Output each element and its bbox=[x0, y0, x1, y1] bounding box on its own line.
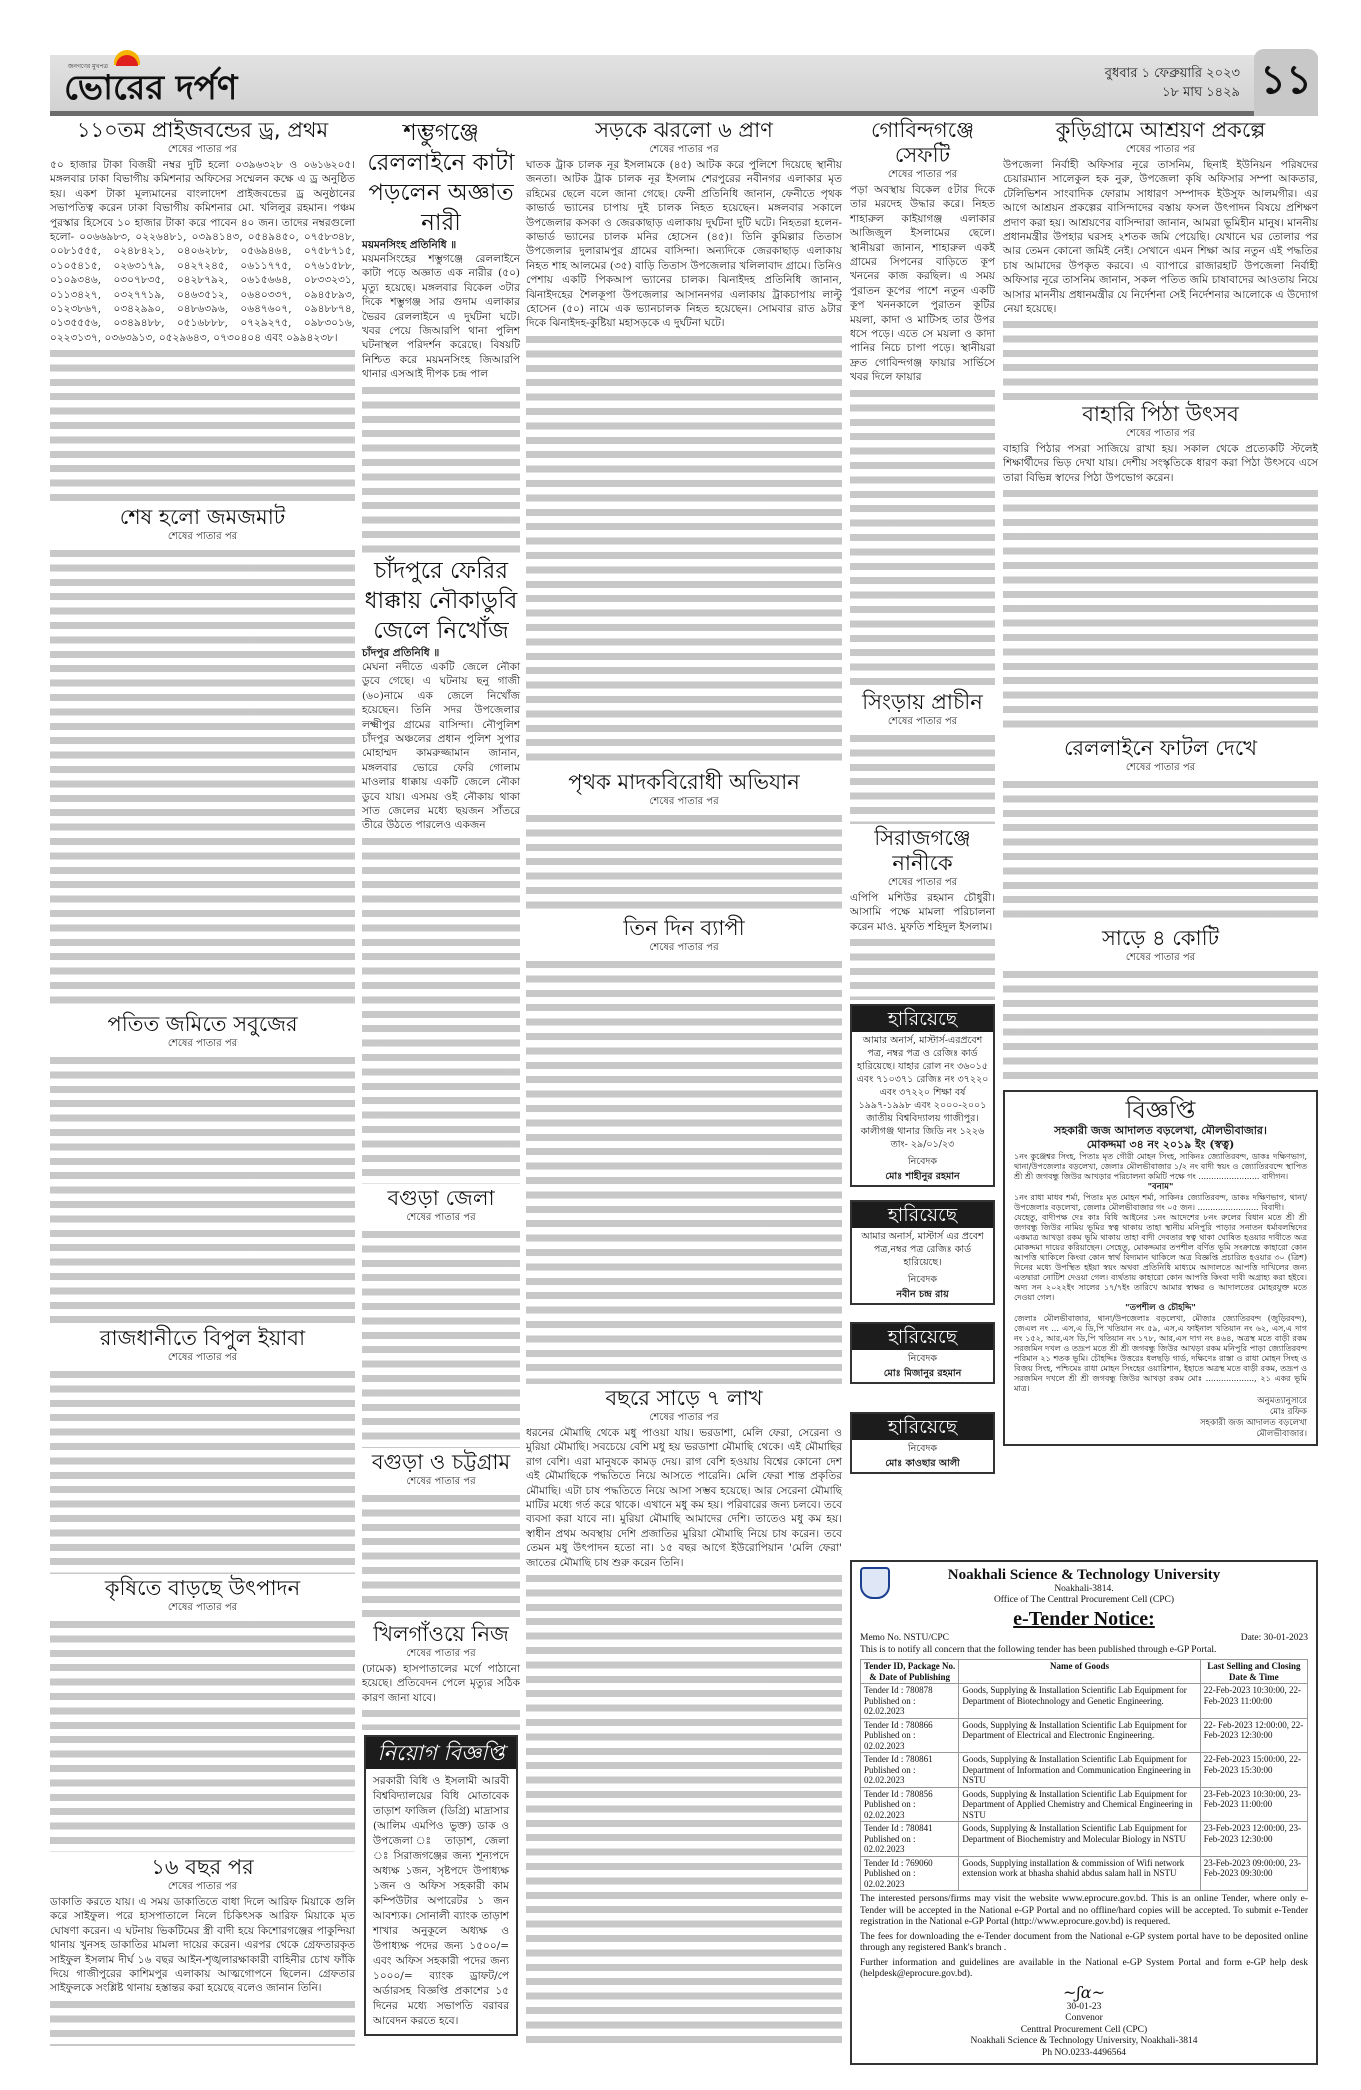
published-date: Published on : 02.02.2023 bbox=[864, 1764, 916, 1785]
page-number: ১১ bbox=[1254, 49, 1318, 116]
continued-from-label: শেষের পাতার পর bbox=[167, 1602, 238, 1613]
article bbox=[362, 1450, 520, 1620]
article bbox=[362, 118, 520, 554]
notice-schedule: জেলাঃ মৌলভীবাজার, থানা/উপজেলাঃ বড়লেখা, মৌজাঃ জ্যোতিরবন্দ (জুড়িরবন্দ), জেএল নং ... এস,এ ডি,পি খতিয়ান নং ৫৯, এস,এ ফাইনাল খতিয়ান নং ৬২, এস,এ দাগ নং ১৫২, আর,এস ডি,পি খতিয়ান নং ১৭৮, আর,এস দাগ নং ৪৬৪, অত্রস্থ মতে বাড়ী রকম সরজমিন দখল ও তদ্রূপ মতে শ্রী শ্রী জগবন্ধু জিউর আখড়া রকম মনিপুরি পাড়া জ্যোতিরবন্দ পরিমান ২১ শতক ভূমি। চৌহদ্দিঃ উত্তরেঃ ধলছড়ি গার্ড, দক্ষিণেঃ রাস্তা ও রাধা মোহন সিংহ ও বিজয় সিংহ, পশ্চিমেঃ রাধা মোহন সিংহের ওয়ারিশান, ইহাতে অত্রস্থ মতে বাড়ী রকম, তদ্রূপ ও সরজমিন দখলে শ্রী শ্রী জগবন্ধু জিউর আখড়া রকম মোঃ ..................., ২১ একর ভূমি মাত্র। bbox=[1014, 1314, 1307, 1393]
continued-from-label: শেষের পাতার পর bbox=[167, 1038, 238, 1049]
article bbox=[1003, 736, 1318, 924]
recruitment-notice bbox=[364, 1735, 518, 2036]
article-body: ঘাতক ট্রাক চালক নূর ইসলামকে (৪৫) আটক করে পুলিশে দিয়েছে স্থানীয় জনতা। আটক ট্রাক চালক নূর ইসলাম শেরপুরের নবীনগর এলাকার মৃত রহিমের ছেলে বলে জানা গেছে। ফেনী প্রতিনিধি জানান, ফেনীতে পৃথক কাভার্ড ভ্যানের চাপায় দুই চালক নিহত হয়েছেন। মঙ্গলবার সকালে উপজেলার কসকা ও জেরকাছাড় এলাকায় দুর্ঘটনা দুটি ঘটে। নিহতরা হলেন- কাভার্ড ভ্যানের চালক মনির হোসেন (৪৫)। তিনি কুমিল্লার তিতাস উপজেলার দুলারামপুর গ্রামের বাসিন্দা। অন্যদিকে জেরকাছাড় এলাকায় নিহত শাহ আলমের (৩৫) বাড়ি তিতাস উপজেলার খলিলাবাদ গ্রামে। তিনিও পেশায় একটি পিকআপ ভ্যানের চালক। ঝিনাইদহ প্রতিনিধি জানান, ঝিনাইদহের শৈলকূপা উপজেলার আসাননগর এলাকায় ট্রাকচাপায় লাল্টু হোসেন (৫০) নামে এক ভ্যানচালক নিহত হয়েছেন। সোমবার রাত ৯টার দিকে ঝিনাইদহ-কুষ্টিয়া মহাসড়কে এ দুর্ঘটনা ঘটে। bbox=[526, 159, 842, 330]
article-body: ৫০ হাজার টাকা বিজয়ী নম্বর দুটি হলো ০৩৯৬৩২৮ ও ০৬১৬২০৫। মঙ্গলবার ঢাকা বিভাগীয় কমিশনার অফিসের সম্মেলন কক্ষে এ ড্র অনুষ্ঠিত হয়। একশ টাকা মূল্যমানের বাংলাদেশ প্রাইজবন্ডের ড্র অনুষ্ঠানের সভাপতিত্ব করেন ঢাকা বিভাগীয় কমিশনার মো. খলিলুর রহমান। পঞ্চম পুরস্কার হিসেবে ১০ হাজার টাকা করে পাবেন ৪০ জন। তাদের নম্বরগুলো হলো- ০০৬৬৯৮৩, ০২২৬৪৮১, ০৩৯৪১৪৩, ০৫৪৯৪৫০, ০৭৫৮৩৪৮, ০০৮১৫৫৫, ০২৪৮৪২১, ০৪০৬২৮৮, ০৫৬৯৪৬৪, ০৭৫৮৭১৫, ০১০৫৪১৫, ০২৬৩১৭৯, ০৪২৭২৪৫, ০৬১১৭৭৫, ০৭৬১৫৮৮, ০১০৯৩৪৬, ০৩০৭৮৩৫, ০৪২৮৭৯২, ০৬১৫৬৬৪, ০৮৩৩২৩১, ০১১৩৪২৭, ০৩২৭৭১৯, ০৪৬৩৫১২, ০৬৪০৩৩৭, ০৯৪৫৮৯৩, ০১২৩৮৬৭, ০৩৪২৯৯০, ০৪৮৬৩৯৬, ০৬৪৭৬০৭, ০৯৪৮৮৭৪, ০১৩৫৫৫৬, ০৩৪৯৪৮৮, ০৫১৬৮৮৮, ০৭২৯২৭৫, ০৯৮৩০১৬, ০২২৩১৩৭, ০৩৬৩৯১৩, ০৫২৯৬৪৩, ০৭৩০৪০৪ এবং ০৯৯৪২৩৮। bbox=[50, 159, 355, 344]
tender-id-cell bbox=[861, 1787, 959, 1822]
recruitment-title: নিয়োগ বিজ্ঞপ্তি bbox=[366, 1737, 516, 1769]
tender-paragraph: Further information and guidelines are available in the National e-GP System Portal and form e-GP help desk (helpdesk@eprocure.gov.bd). bbox=[860, 1957, 1308, 1979]
signer-office: Centtral Procurement Cell (CPC) bbox=[1020, 2024, 1148, 2035]
article bbox=[50, 1855, 355, 2046]
article-headline: সিংড়ায় প্রাচীন bbox=[862, 690, 983, 714]
article bbox=[850, 826, 995, 1000]
university-name: Noakhali Science & Technology University bbox=[947, 1567, 1221, 1583]
newspaper-name: ভোরের দর্পণ bbox=[64, 68, 238, 108]
notice-title: বিজ্ঞপ্তি bbox=[1125, 1096, 1196, 1124]
table-row bbox=[861, 1856, 1308, 1891]
article-text-lines bbox=[50, 1617, 355, 1852]
article-headline: ১৬ বছর পর bbox=[151, 1855, 254, 1879]
signer-university: Noakhali Science & Technology University, Noakhali-3814 bbox=[970, 2036, 1198, 2046]
goods-cell: Goods, Supplying & Installation Scientific Lab Equipment for Department of Biochemistry and Molecular Biology in NSTU bbox=[959, 1822, 1200, 1857]
ad-text: আমার অনার্স, মাস্টার্স এর প্রবেশ পত্র,নম্বর পত্র রেজিঃ কার্ড হারিয়েছে। bbox=[861, 1231, 984, 1268]
notice-schedule-title: "তপশীল ও চৌহদ্দি" bbox=[1125, 1303, 1196, 1313]
continued-from-label: শেষের পাতার পর bbox=[1125, 952, 1196, 963]
notice-court: সহকারী জজ আদালত বড়লেখা, মৌলভীবাজার। bbox=[1054, 1124, 1267, 1137]
article-body: ডাকাতি করতে যায়। এ সময় ডাকাতিতে বাধা দিলে আরিফ মিয়াকে গুলি করে সাইফুল। পরে হাসপাতালে নিলে চিকিৎসক আরিফ মিয়াকে মৃত ঘোষণা করেন। এ ঘটনায় ভিকটিমের স্ত্রী বাদী হয়ে কিশোরগঞ্জের পাকুন্দিয়া থানায় খুনসহ ডাকাতির মামলা দায়ের করেন। এরপর থেকে গ্রেফতারকৃত সাইফুল ইসলাম দীর্ঘ ১৬ বছর আইন-শৃঙ্খলারক্ষাকারী বাহিনীর চোখ ফাঁকি দিয়ে গাজীপুরের কাশিমপুর এলাকায় আত্মগোপনে ছিলেন। গ্রেফতার সাইফুলকে সংশ্লিষ্ট থানায় হস্তান্তর করা হয়েছে বলেও জানান তিনি। bbox=[50, 1896, 355, 1995]
continued-from-label: শেষের পাতার পর bbox=[406, 1648, 476, 1659]
article-body: (ঢামেক) হাসপাতালের মর্গে পাঠানো হয়েছে। প্রতিবেদন পেলে মৃত্যুর সঠিক কারণ জানা যাবে। bbox=[362, 1663, 520, 1704]
article-text-lines bbox=[1003, 777, 1318, 924]
article-headline: শেষ হলো জমজমাট bbox=[119, 505, 286, 529]
article-headline: ১১০তম প্রাইজবন্ডের ড্র, প্রথম bbox=[76, 118, 329, 142]
article-dateline: ময়মনসিংহ প্রতিনিধি ॥ bbox=[362, 239, 457, 251]
tender-table bbox=[860, 1659, 1308, 1891]
ad-footer: নিবেদক bbox=[907, 1156, 938, 1167]
continued-from-label: শেষের পাতার পর bbox=[1125, 428, 1196, 439]
continued-from-label: শেষের পাতার পর bbox=[406, 1476, 476, 1487]
article bbox=[362, 556, 520, 1184]
university-address: Noakhali-3814. bbox=[1054, 1584, 1114, 1594]
goods-cell: Goods, Supplying installation & commission of Wifi network extension work at bhasha shahid abdus salam hall in NSTU bbox=[959, 1856, 1200, 1891]
tender-id: Tender Id : 780866 bbox=[864, 1719, 933, 1730]
continued-from-label: শেষের পাতার পর bbox=[887, 169, 958, 180]
article-text-lines bbox=[362, 1227, 520, 1448]
lost-item-ad bbox=[850, 1322, 995, 1384]
continued-from-label: শেষের পাতার পর bbox=[1125, 762, 1196, 773]
ad-signer: মোঃ শাহীনুর রহমান bbox=[885, 1171, 960, 1182]
article-text-lines bbox=[50, 1367, 355, 1574]
continued-from-label: শেষের পাতার পর bbox=[649, 1412, 719, 1423]
article-text-lines bbox=[362, 1491, 520, 1620]
closing-date-cell: 22- Feb-2023 12:00:00, 22-Feb-2023 12:30:00 bbox=[1200, 1718, 1307, 1753]
recruitment-text: সরকারী বিধি ও ইসলামী আরবী বিশ্ববিদ্যালয়ের বিধি মোতাবেক তাড়াশ ফাজিল (ডিগ্রি) মাদ্রাসার (আলিম এমপিও ভুক্ত) ডাক ও উপজেলা ঃ তাড়াশ, জেলা ঃ সিরাজগঞ্জের জন্য শূন্যপদে অধ্যক্ষ ১জন, সৃষ্টপদে উপাধ্যক্ষ ১জন ও অফিস সহকারী কাম কম্পিউটার অপারেটর ১ জন আবশ্যক। সোনালী ব্যাংক তাড়াশ শাখার অনুকূলে অধ্যক্ষ ও উপাধ্যক্ষ পদের জন্য ১৫০০/= এবং অফিস সহকারী পদের জন্য ১০০০/= ব্যাংক ড্রাফট/পে অর্ডারসহ বিজ্ঞপ্তি প্রকাশের ১৫ দিনের মধ্যে সভাপতি বরাবর আবেদন করতে হবে। bbox=[373, 1775, 509, 2027]
article bbox=[1003, 926, 1318, 1086]
table-row bbox=[861, 1684, 1308, 1719]
table-row bbox=[861, 1822, 1308, 1857]
tender-id: Tender Id : 769060 bbox=[864, 1857, 933, 1868]
article bbox=[50, 1576, 355, 1852]
ad-title: হারিয়েছে bbox=[852, 1414, 993, 1440]
article-text-lines bbox=[526, 811, 842, 914]
tender-id-cell bbox=[861, 1822, 959, 1857]
table-row bbox=[861, 1787, 1308, 1822]
article-body: এপিপি মশিউর রহমান চৌধুরী। আসামি পক্ষে মামলা পরিচালনা করেন মাও. মুফতি শহিদুল ইসলাম। bbox=[850, 892, 995, 933]
notice-sign-4: মৌলভীবাজার। bbox=[1256, 1429, 1307, 1439]
notice-sign-2: মোঃ রফিক bbox=[1269, 1407, 1307, 1417]
continued-from-label: শেষের পাতার পর bbox=[167, 144, 238, 155]
article-headline: শম্ভুগঞ্জে রেললাইনে কাটা পড়লেন অজ্ঞাত নারী bbox=[367, 120, 515, 236]
article-body: মেঘনা নদীতে একটি জেলে নৌকা ডুবে গেছে। এ ঘটনায় ছনু গাজী (৬০)নামে এক জেলে নিখোঁজ হয়েছেন। তিনি সদর উপজেলার লক্ষ্মীপুর গ্রামের বাসিন্দা। নৌপুলিশ চাঁদপুর অঞ্চলের প্রধান পুলিশ সুপার মোহাম্মদ কামরুজ্জামান জানান, মঙ্গলবার ভোরে ফেরি গোলাম মাওলার ধাক্কায় একটি জেলে নৌকা ডুবে যায়। এসময় ওই নৌকায় থাকা সাত জেলের মধ্যে ছয়জন সাঁতরে তীরে উঠতে পারলেও একজন bbox=[362, 661, 520, 832]
university-emblem-icon bbox=[860, 1567, 890, 1599]
article-headline: বছরে সাড়ে ৭ লাখ bbox=[605, 1386, 763, 1410]
published-date: Published on : 02.02.2023 bbox=[864, 1868, 916, 1889]
continued-from-label: শেষের পাতার পর bbox=[1125, 144, 1196, 155]
published-date: Published on : 02.02.2023 bbox=[864, 1799, 916, 1820]
logo-tagline: জনগণের মুখপত্র bbox=[68, 63, 108, 70]
closing-date-cell: 23-Feb-2023 09:00:00, 23-Feb-2023 09:30:00 bbox=[1200, 1856, 1307, 1891]
tender-id-cell bbox=[861, 1684, 959, 1719]
notice-defendant: ১নং রাধা মাধব শর্মা, পিতাঃ মৃত মোহন শর্মা, সাকিনঃ জ্যোতিরবন্দ, ডাকঃ দক্ষিণভাগ, থানা/উপজেলাঃ বড়লেখা, জেলাঃ মৌলভীবাজার গং ০৫ জন। ........................ বিবাদী। bbox=[1014, 1193, 1307, 1212]
continued-from-label: শেষের পাতার পর bbox=[649, 796, 719, 807]
tender-id: Tender Id : 780841 bbox=[864, 1823, 933, 1833]
closing-date-cell: 23-Feb-2023 12:00:00, 23-Feb-2023 12:30:00 bbox=[1200, 1822, 1307, 1857]
tender-id-cell bbox=[861, 1753, 959, 1788]
tender-id-cell bbox=[861, 1718, 959, 1753]
ad-footer: নিবেদক bbox=[907, 1443, 938, 1454]
article-headline: সিরাজগঞ্জে নানীকে bbox=[874, 826, 971, 875]
article-text-lines bbox=[1003, 317, 1318, 400]
tender-intro: This is to notify all concern that the following tender has been published through e-GP Portal. bbox=[860, 1645, 1217, 1655]
notice-signature-block bbox=[1014, 1396, 1307, 1440]
article-headline: পৃথক মাদকবিরোধী অভিযান bbox=[568, 770, 800, 794]
article bbox=[50, 1012, 355, 1324]
article-headline: কুড়িগ্রামে আশ্রয়ণ প্রকল্পে bbox=[1055, 118, 1266, 142]
article-headline: বগুড়া জেলা bbox=[387, 1186, 495, 1210]
article-text-lines bbox=[526, 332, 842, 768]
article-text-lines bbox=[526, 1571, 842, 2046]
article-headline: সড়কে ঝরলো ৬ প্রাণ bbox=[595, 118, 773, 142]
ad-footer: নিবেদক bbox=[907, 1274, 938, 1285]
tender-paragraph: The fees for downloading the e-Tender document from the National e-GP system portal have to be deposited online through any registered Bank's branch . bbox=[860, 1931, 1308, 1953]
goods-cell: Goods, Supplying & Installation Scientific Lab Equipment for Department of Applied Chemistry and Chemical Engineering in NSTU bbox=[959, 1787, 1200, 1822]
article-body: ময়মনসিংহের শম্ভুগঞ্জে রেললাইনে কাটা পড়ে অজ্ঞাত এক নারীর (৫০) মৃত্যু হয়েছে। মঙ্গলবার বিকেল ৩টার দিকে শম্ভুগঞ্জ সার গুদাম এলাকার ভৈরব রেললাইনে এ দুর্ঘটনা ঘটে। খবর পেয়ে জিআরপি থানা পুলিশ ঘটনাস্থল পরিদর্শন করেছে। বিষয়টি নিশ্চিত করে ময়মনসিংহ জিআরপি থানার এসআই দীপক চন্দ্র পাল bbox=[362, 253, 520, 381]
article-body: বাহারি পিঠার পসরা সাজিয়ে রাখা হয়। সকাল থেকে প্রত্যেকটি স্টলেই শিক্ষার্থীদের ভিড় দেখা যায়। দেশীয় সংস্কৃতিকে ধারণ করা পিঠা উৎসবে এসে তারা বিভিন্ন স্বাদের পিঠা উপভোগ করেন। bbox=[1003, 443, 1318, 484]
lost-item-ad bbox=[850, 1412, 995, 1474]
article-text-lines bbox=[50, 1053, 355, 1324]
column-header: Tender ID, Package No. & Date of Publishing bbox=[861, 1660, 959, 1684]
ad-signer: নবীন চন্দ্র রায় bbox=[896, 1289, 949, 1300]
ad-text: আমার অনার্স, মাস্টার্স-এরপ্রবেশ পত্র, নম্বর পত্র ও রেজিঃ কার্ড হারিয়েছে। যাহার রোল নং ৩৬০১৫ এবং ৭১০৩৭১ রেজিঃ নং ৩৭২২০ এবং ৩৭২২০ শিক্ষা বর্ষ ১৯৯৭-১৯৯৮ এবং ২০০০-২০০১ জাতীয় বিশ্ববিদ্যালয় গাজীপুর। কালীগঞ্জ থানার জিডি নং ১২২৬ তাং- ২৯/০১/২৩ bbox=[856, 1035, 989, 1150]
article bbox=[50, 118, 355, 503]
tender-date: Date: 30-01-2023 bbox=[1240, 1633, 1308, 1643]
continued-from-label: শেষের পাতার পর bbox=[406, 1212, 476, 1223]
ad-title: হারিয়েছে bbox=[852, 1006, 993, 1032]
continued-from-label: শেষের পাতার পর bbox=[167, 1352, 238, 1363]
continued-from-label: শেষের পাতার পর bbox=[887, 716, 958, 727]
table-row bbox=[861, 1753, 1308, 1788]
goods-cell: Goods, Supplying & Installation Scientific Lab Equipment for Department of Biotechnology and Genetic Engineering. bbox=[959, 1684, 1200, 1719]
notice-sign-3: সহকারী জজ আদালত বড়লেখা bbox=[1199, 1418, 1307, 1428]
tender-id: Tender Id : 780856 bbox=[864, 1788, 933, 1799]
published-date: Published on : 02.02.2023 bbox=[864, 1695, 916, 1716]
date-bengali: ১৮ মাঘ ১৪২৯ bbox=[1162, 85, 1240, 100]
article-headline: খিলগাঁওয়ে নিজ bbox=[373, 1622, 509, 1646]
article-text-lines bbox=[1003, 486, 1318, 734]
article-headline: কৃষিতে বাড়ছে উৎপাদন bbox=[104, 1576, 301, 1600]
article-headline: সাড়ে ৪ কোটি bbox=[1101, 926, 1220, 950]
article-text-lines bbox=[850, 731, 995, 824]
article-text-lines bbox=[50, 346, 355, 503]
tender-id-cell bbox=[861, 1856, 959, 1891]
closing-date-cell: 23-Feb-2023 10:30:00, 23-Feb-2023 11:00:00 bbox=[1200, 1787, 1307, 1822]
continued-from-label: শেষের পাতার পর bbox=[887, 877, 958, 888]
published-date: Published on : 02.02.2023 bbox=[864, 1730, 916, 1751]
ad-signer: মোঃ কাওছার আলী bbox=[885, 1458, 960, 1469]
published-date: Published on : 02.02.2023 bbox=[864, 1833, 916, 1854]
signature-mark: ~ʃɑ~ bbox=[1063, 1982, 1105, 2002]
article bbox=[526, 916, 842, 1384]
article-body: ধরনের মৌমাছি থেকে মধু পাওয়া যায়। ভরডাশা, মেলি ফেরা, সেরেনা ও মুরিয়া মৌমাছি। সবচেয়ে বেশি মধু হয় ভরডাশা মৌমাছি থেকে। এই মৌমাছির রাগ বেশি। এরা মানুষকে কামড় দেয়। রাগ বেশি হওয়ায় বিশ্বের কোনো দেশ এই মৌমাছিকে পদ্ধতিতে নিয়ে আসতে পারেনি। মেলি ফেরা শান্ত প্রকৃতির মৌমাছি। এটা চাষ পদ্ধতিতে নিয়ে আসা সম্ভব হয়েছে। আর সেরেনা মৌমাছি মাটির মধ্যে গর্ত করে থাকে। এখানে মধু কম হয়। পরিবারের জন্য চলবে। তবে ব্যবসা করা যাবে না। মুরিয়া মৌমাছি আমাদের দেশি। তাতেও মধু কম হয়। স্বাধীন প্রথম অবস্থায় দেশি প্রজাতির মুরিয়া মৌমাছি নিয়ে চাষ করেন। তবে তেমন মধু উৎপাদন হতো না। ১৫ বছর আগে ইউরোপিয়ান 'মেলি ফেরা' জাতের মৌমাছি চাষ শুরু করেন তিনি। bbox=[526, 1427, 842, 1569]
continued-from-label: শেষের পাতার পর bbox=[167, 1881, 238, 1892]
article-text-lines bbox=[50, 546, 355, 1010]
signer-phone: Ph NO.0233-4496564 bbox=[1042, 2047, 1126, 2058]
tender-id: Tender Id : 780878 bbox=[864, 1685, 933, 1695]
notice-case: মোকদ্দমা ৩৪ নং ২০১৯ ইং (স্বত্ব) bbox=[1086, 1138, 1235, 1151]
office-name: Office of The Centtral Procurement Cell (CPC) bbox=[993, 1595, 1175, 1605]
article bbox=[362, 1186, 520, 1448]
table-row bbox=[861, 1718, 1308, 1753]
ad-title: হারিয়েছে bbox=[852, 1202, 993, 1228]
tender-signature-block bbox=[860, 1984, 1308, 2060]
article-text-lines bbox=[50, 1997, 355, 2046]
lost-item-ad bbox=[850, 1200, 995, 1305]
article bbox=[50, 505, 355, 1010]
article bbox=[850, 118, 995, 688]
article-headline: বগুড়া ও চট্টগ্রাম bbox=[371, 1450, 511, 1474]
article-headline: গোবিন্দগঞ্জে সেফটি bbox=[870, 118, 975, 167]
masthead bbox=[50, 55, 1318, 116]
ad-signer: মোঃ মিজানুর রহমান bbox=[883, 1368, 962, 1379]
ad-title: হারিয়েছে bbox=[852, 1324, 993, 1350]
article bbox=[526, 1386, 842, 2046]
article-headline: চাঁদপুরে ফেরির ধাক্কায় নৌকাডুবি জেলে নিখোঁজ bbox=[364, 558, 518, 644]
tender-title: e-Tender Notice: bbox=[1013, 1608, 1155, 1630]
article-text-lines bbox=[362, 1706, 520, 1730]
goods-cell: Goods, Supplying & Installation Scientific Lab Equipment for Department of Information and Communication Engineering in NSTU bbox=[959, 1753, 1200, 1788]
article bbox=[1003, 118, 1318, 400]
notice-body: যেহেতু, বাদীপক্ষ দেঃ কাঃ বিধি আইনের ১নং আদেশের ৮নং রুলের বিধান মতে শ্রী শ্রী জগবন্ধু জিউর নামিয় ভূমির স্বত্ব থাকায় তাহা স্থানীয় মনিপুরি পাড়ার সনাতন ধর্মাবলম্বিদের একমাত্র আখড়া রকম ভূমি থাকায় তাহা বাদী দেবতার স্বত্ব থাকা ঘোষিত হওয়ার দাবীতে অত্র মোকদ্দমা দায়ের করিয়াছেন। সেহেতু, মোকদ্দমার তপশীল বর্ণিত ভূমি সংক্রান্তে কাহারো কোন আপত্তি থাকিলে কিংবা কোন স্বার্থ বিদ্যমান থাকিলে অত্র বিজ্ঞপ্তি প্রচারিত হওয়ার ৩০ (ত্রিশ) দিনের মধ্যে উপস্থিত হইয়া স্বয়ং অথবা প্রতিনিধি মাধ্যমে আদালতে আপত্তি দাখিলের জন্য এতদ্বারা নোটিশ দেওয়া গেল। ব্যর্থতায় কাহারো কোন আপত্তি কিংবা দাবী অগ্রাহ্য করা হইবে। অদ্য সন ২০২২ইং সালের ১৭/৭ইং তারিখে আমার স্বাক্ষর ও আদালতের মোহরযুক্ত মতে দেওয়া গেল। bbox=[1014, 1213, 1307, 1302]
article-text-lines bbox=[850, 386, 995, 688]
article-headline: তিন দিন ব্যাপী bbox=[623, 916, 745, 940]
closing-date-cell: 22-Feb-2023 10:30:00, 22-Feb-2023 11:00:00 bbox=[1200, 1684, 1307, 1719]
article-text-lines bbox=[1003, 967, 1318, 1086]
article-body: উপজেলা নির্বাহী অফিসার নূরে তাসনিম, ছিনাই ইউনিয়ন পরিষদের চেয়ারম্যান সালেকুল হক নুরু, উপজেলা কৃষি অফিসার সম্পা আকতার, টেলিভিশন সাংবাদিক ফোরাম সাধারণ সম্পাদক ইউসুফ আলমগীর। এর আগে আশ্রয়ন প্রকল্পের বাসিন্দাদের বস্তায় ফসল উৎপাদন বিষয়ে প্রশিক্ষণ প্রদাণ করা হয়। আশ্রয়ণের বাসিন্দারা জানান, আমরা ভূমিহীন মানুষ। মাননীয় প্রধানমন্ত্রীর উপহার ঘরসহ ২শতক জমি পেয়েছি। যেখানে ঘর তোলার পর আর তেমন কোনো জমিই নেই। সেখানে এমন শিক্ষা আর নতুন এই পদ্ধতির চাষ আমাদের উপকৃত করবে। এ ব্যাপারে রাজারহাট উপজেলা নির্বাহী অফিসার নূরে তাসনিম জানান, সকল পতিত জমি চাষাবাদের আওতায় নিয়ে আসার মাননীয় প্রধানমন্ত্রীর যে নির্দেশনা সেই নির্দেশনার আলোকে এ উদ্যোগ নেয়া হয়েছে। bbox=[1003, 159, 1318, 316]
tender-id: Tender Id : 780861 bbox=[864, 1754, 933, 1764]
sun-icon bbox=[116, 55, 138, 66]
article bbox=[50, 1326, 355, 1574]
article-dateline: চাঁদপুর প্রতিনিধি ॥ bbox=[362, 647, 440, 659]
notice-versus: "বনাম" bbox=[1147, 1182, 1174, 1192]
continued-from-label: শেষের পাতার পর bbox=[649, 144, 719, 155]
goods-cell: Goods, Supplying & Installation Scientific Lab Equipment for Department of Electrical and Electronic Engineering. bbox=[959, 1718, 1200, 1753]
article-headline: রেললাইনে ফাটল দেখে bbox=[1063, 736, 1257, 760]
ad-footer: নিবেদক bbox=[907, 1353, 938, 1364]
article-headline: পতিত জমিতে সবুজের bbox=[107, 1012, 298, 1036]
court-notice bbox=[1003, 1090, 1318, 1446]
signer-title: Convenor bbox=[1065, 2013, 1103, 2023]
article bbox=[526, 118, 842, 768]
notice-plaintiff: ১নং কুঞ্জেশ্বর সিংহ, পিতাঃ মৃত গৌরী মোহন সিংহ, সাকিনঃ জ্যোতিরবন্দ, ডাকঃ দক্ষিণভাগ, থানা/উপজেলাঃ বড়লেখা, জেলাঃ মৌলভীবাজার ১/২ নং বাদী স্বয়ং ও জ্যোতিরবন্দে স্থাপিত শ্রী শ্রী জগবন্ধু জিউর আখড়ার পরিচালনা কমিটি পক্ষে গং ........................ বাদীগন। bbox=[1014, 1152, 1307, 1181]
article-text-lines bbox=[526, 957, 842, 1384]
memo-number: Memo No. NSTU/CPC bbox=[860, 1633, 949, 1643]
article-text-lines bbox=[850, 935, 995, 1000]
article bbox=[362, 1622, 520, 1730]
notice-sign-1: অনুমত্যানুসারে bbox=[1257, 1396, 1307, 1406]
article bbox=[850, 690, 995, 824]
signature-date: 30-01-23 bbox=[1066, 2001, 1102, 2012]
continued-from-label: শেষের পাতার পর bbox=[167, 531, 238, 542]
column-header: Name of Goods bbox=[959, 1660, 1200, 1684]
column-header: Last Selling and Closing Date & Time bbox=[1200, 1660, 1307, 1684]
lost-item-ad bbox=[850, 1004, 995, 1187]
tender-paragraph: The interested persons/firms may visit the website www.eprocure.gov.bd. This is an online Tender, where only e-Tender will be accepted in the National e-GP Portal and no offline/hard copies will be accepted. To submit e-Tender registration in the National e-GP Portal (http://www.eprocure.gov.bd) is requered. bbox=[860, 1894, 1308, 1927]
issue-date bbox=[1105, 64, 1240, 102]
article-body: পড়া অবস্থায় বিকেল ৫টার দিকে তার মরদেহ উদ্ধার করে। নিহত শাহারুল কাইয়াগঞ্জ এলাকার আজিজুল ইসলামের ছেলে। স্থানীয়রা জানান, শাহারুল একই গ্রামের সিপনের বাড়িতে কূপ খননের কাজ করছিল। এ সময় পুরাতন কূপের পাশে নতুন একটি কূপ খননকালে পুরাতন কূটির ময়লা, কাদা ও মাটিসহ তার উপর ধসে পড়ে। এতে সে ময়লা ও কাদা পানির নিচে চাপা পড়ে। স্থানীয়রা দ্রুত গোবিন্দগঞ্জ ফায়ার সার্ভিসে খবর দিলে ফায়ার bbox=[850, 184, 995, 384]
article-headline: রাজধানীতে বিপুল ইয়াবা bbox=[99, 1326, 306, 1350]
article-text-lines bbox=[362, 383, 520, 554]
article bbox=[1003, 402, 1318, 734]
article-text-lines bbox=[362, 834, 520, 1184]
article-headline: বাহারি পিঠা উৎসব bbox=[1082, 402, 1239, 426]
article bbox=[526, 770, 842, 914]
tender-notice bbox=[850, 1560, 1318, 2065]
continued-from-label: শেষের পাতার পর bbox=[649, 942, 719, 953]
date-gregorian: বুধবার ১ ফেব্রুয়ারি ২০২৩ bbox=[1104, 66, 1240, 81]
closing-date-cell: 22-Feb-2023 15:00:00, 22-Feb-2023 15:30:00 bbox=[1200, 1753, 1307, 1788]
